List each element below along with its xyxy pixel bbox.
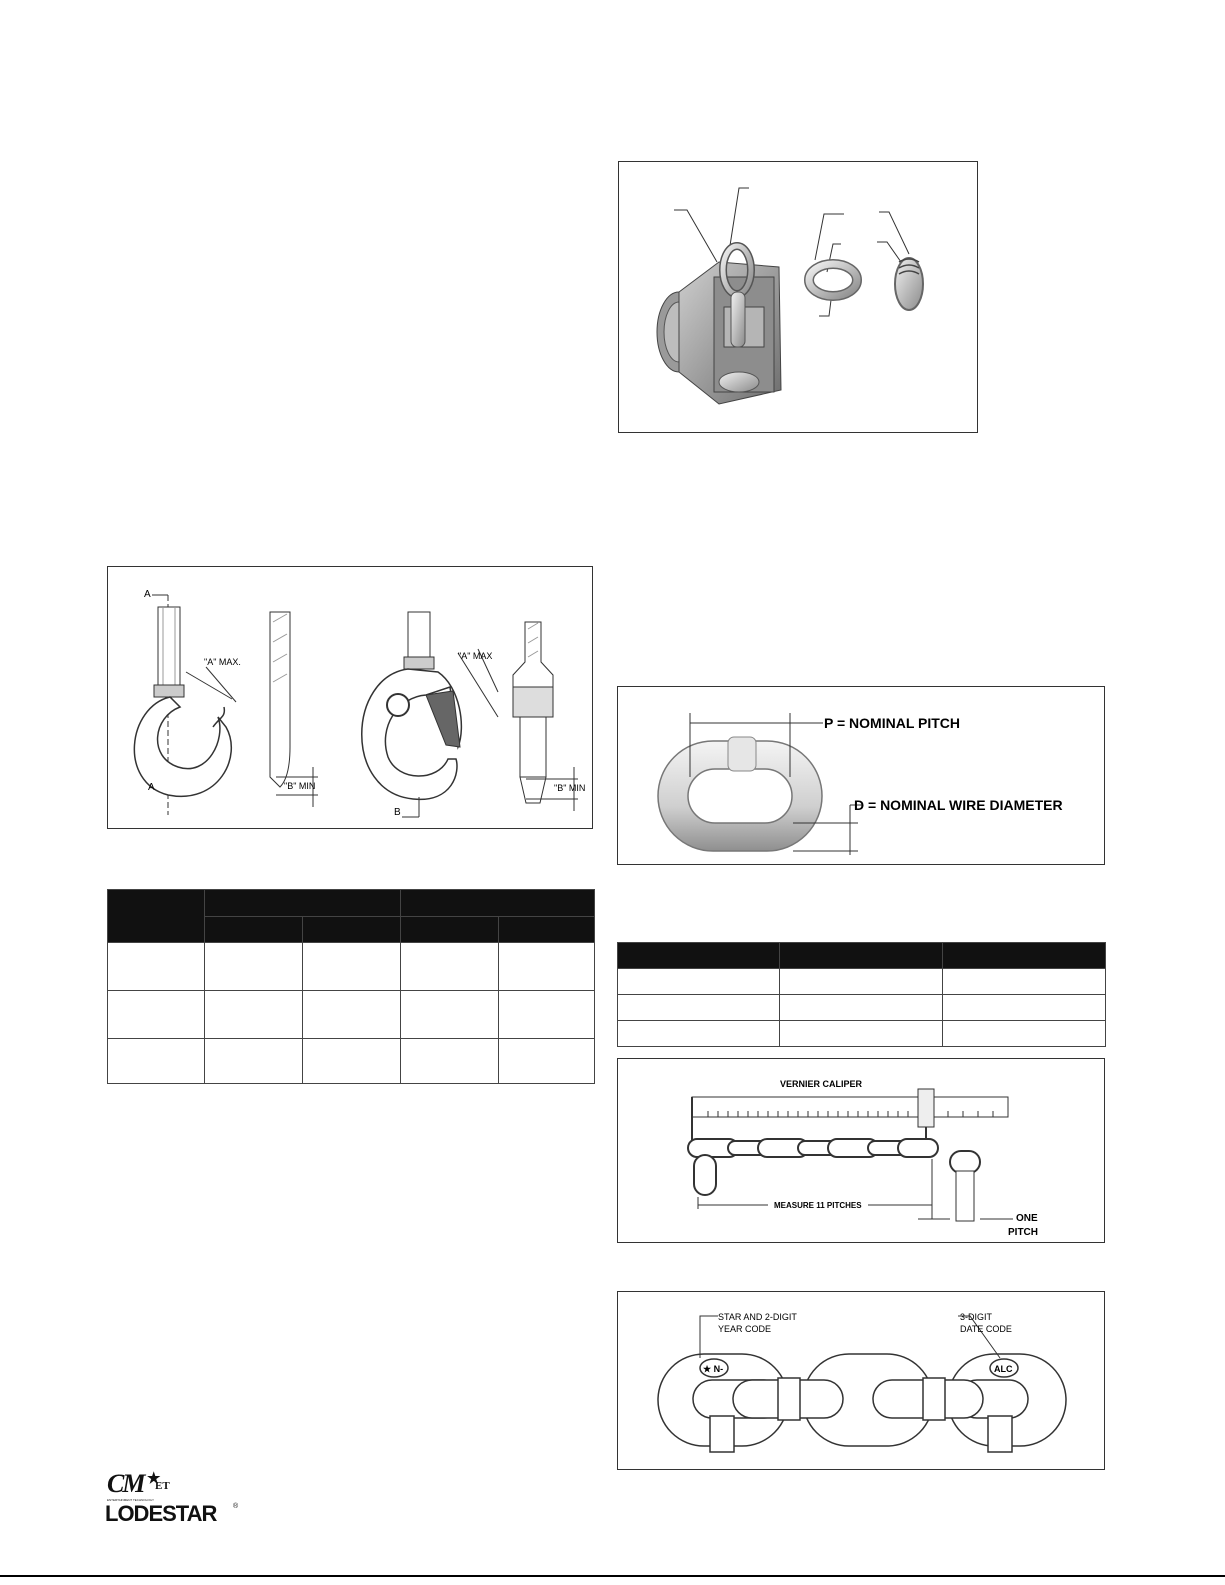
section-a-top-label: A bbox=[144, 589, 151, 600]
section-a-bottom-label: A bbox=[148, 782, 155, 793]
chain-links bbox=[688, 1139, 938, 1195]
table-row bbox=[618, 1021, 1106, 1047]
logo-tagline: ENTERTAINMENT TECHNOLOGY bbox=[107, 1498, 154, 1502]
pitch-figure bbox=[617, 686, 1105, 865]
date-code-figure bbox=[617, 1291, 1105, 1470]
caliper-illustration bbox=[618, 1059, 1106, 1244]
chain-measurement-table bbox=[617, 942, 1106, 1047]
section-b-label: B bbox=[394, 807, 401, 818]
table-row bbox=[108, 1039, 595, 1084]
date-code-label-line2: DATE CODE bbox=[960, 1324, 1012, 1334]
caliper-title-label: VERNIER CALIPER bbox=[780, 1079, 863, 1089]
table-header-cell bbox=[108, 890, 205, 943]
b-min-right-label: "B" MIN bbox=[554, 783, 586, 793]
footer-rule bbox=[0, 1575, 1225, 1577]
table-header-cell bbox=[205, 890, 401, 917]
date-code-illustration bbox=[618, 1292, 1106, 1471]
one-label: ONE bbox=[1016, 1213, 1038, 1224]
hook-illustration bbox=[108, 567, 594, 830]
table-header-cell bbox=[401, 917, 499, 943]
sprocket-illustration bbox=[619, 162, 979, 434]
table-header-cell bbox=[499, 917, 595, 943]
measure-label: MEASURE 11 PITCHES bbox=[774, 1201, 862, 1210]
pitch-label: P = NOMINAL PITCH bbox=[824, 715, 961, 731]
table-header-cell bbox=[780, 943, 943, 969]
logo-et: ET bbox=[155, 1480, 170, 1492]
hook-figure bbox=[107, 566, 593, 829]
table-header-cell bbox=[943, 943, 1106, 969]
logo-registered: ® bbox=[233, 1503, 239, 1510]
logo-lodestar: LODESTAR bbox=[105, 1501, 217, 1526]
star-mark: ★ N- bbox=[703, 1364, 724, 1374]
table-row bbox=[618, 995, 1106, 1021]
a-max-right-label: "A" MAX bbox=[458, 651, 493, 661]
table-row bbox=[108, 943, 595, 991]
table-header-cell bbox=[205, 917, 303, 943]
pitch-word-label: PITCH bbox=[1008, 1227, 1038, 1238]
star-icon: ★ bbox=[147, 1470, 161, 1487]
table-header-cell bbox=[303, 917, 401, 943]
lodestar-logo bbox=[105, 1471, 245, 1531]
hook-dimension-table bbox=[107, 889, 595, 1084]
logo-cm: CM bbox=[107, 1469, 144, 1498]
a-max-left-label: "A" MAX. bbox=[204, 657, 241, 667]
table-header-cell bbox=[618, 943, 780, 969]
table-row bbox=[108, 991, 595, 1039]
sprocket-figure bbox=[618, 161, 978, 433]
star-code-label-line1: STAR AND 2-DIGIT bbox=[718, 1312, 797, 1322]
star-code-label-line2: YEAR CODE bbox=[718, 1324, 772, 1334]
table-header-cell bbox=[401, 890, 595, 917]
alc-mark: ALC bbox=[994, 1364, 1013, 1374]
date-code-label-line1: 3-DIGIT bbox=[960, 1312, 993, 1322]
table-row bbox=[618, 969, 1106, 995]
pitch-illustration bbox=[618, 687, 1106, 866]
b-min-left-label: "B" MIN bbox=[284, 781, 316, 791]
caliper-figure bbox=[617, 1058, 1105, 1243]
diameter-label: D = NOMINAL WIRE DIAMETER bbox=[854, 797, 1063, 813]
